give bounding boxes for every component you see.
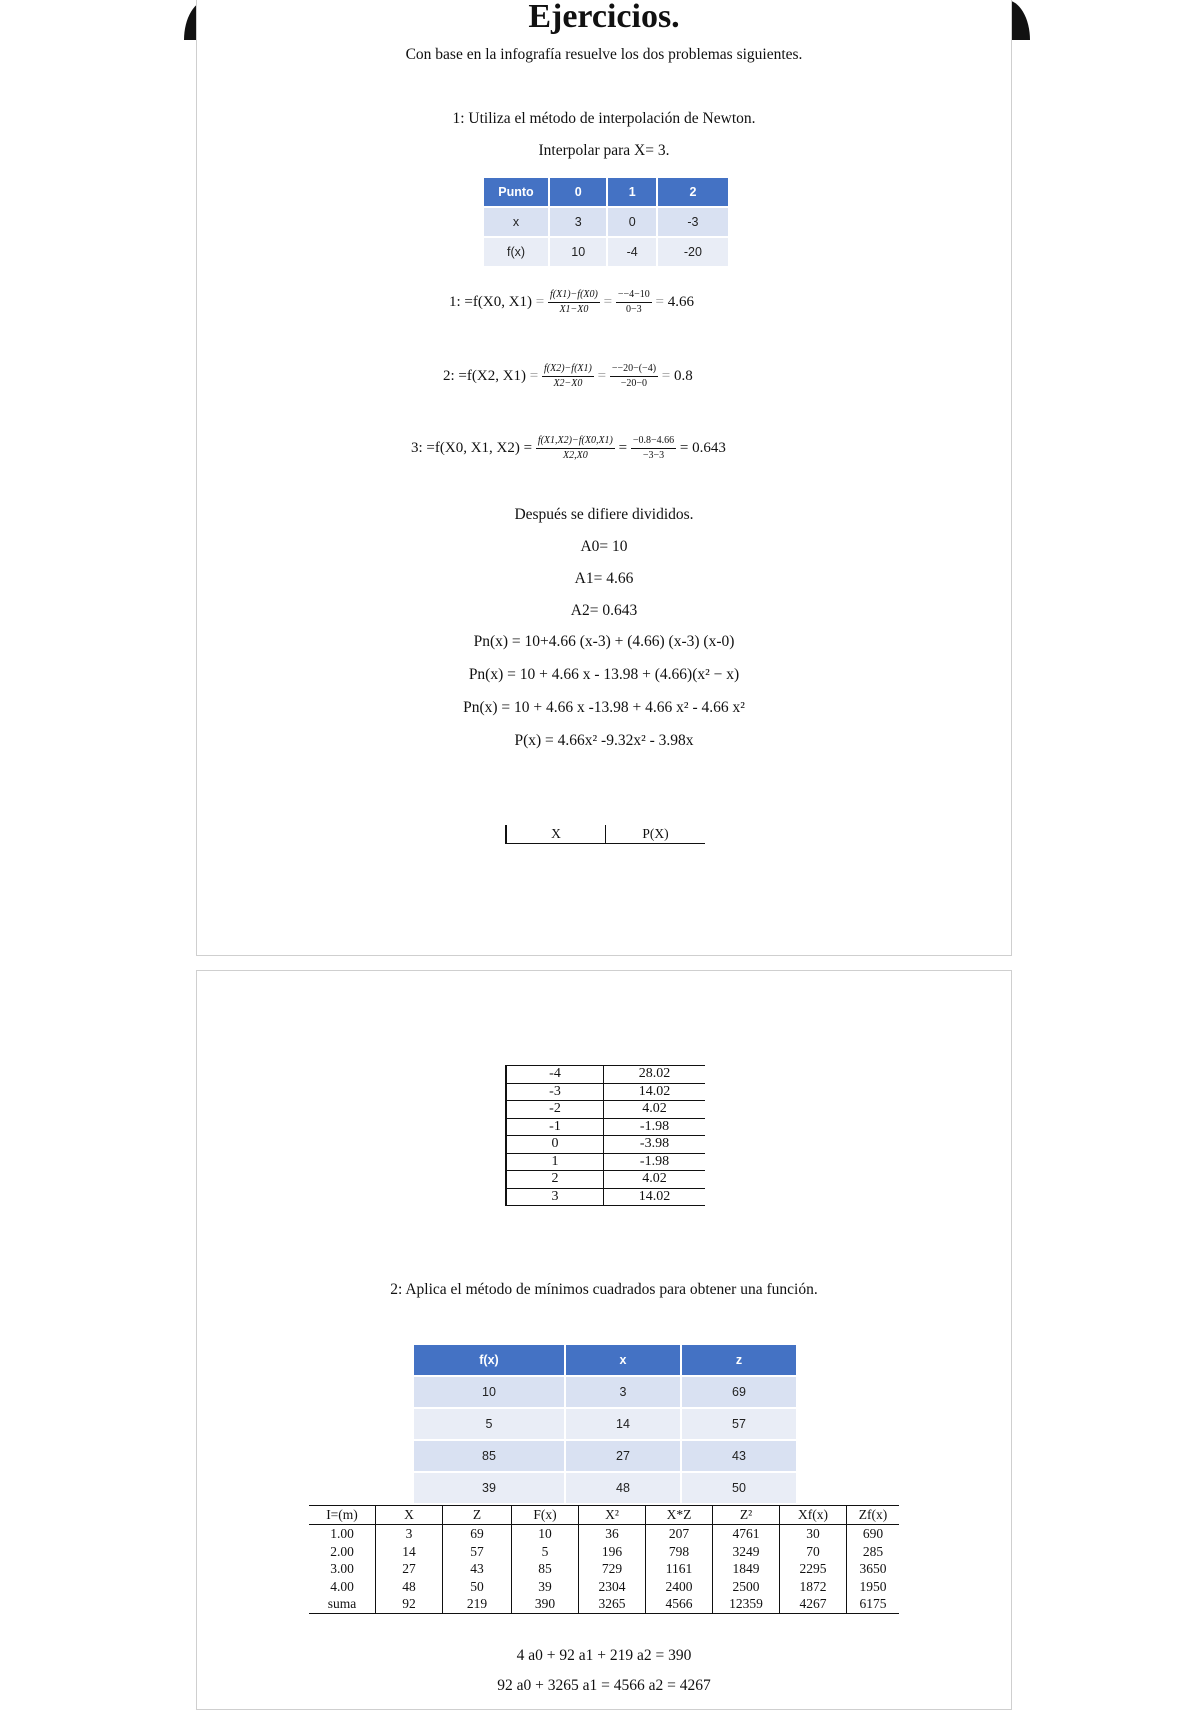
table-cell: 1161 bbox=[646, 1560, 713, 1578]
table-header-x: X bbox=[506, 825, 606, 844]
table-cell: -4 bbox=[607, 237, 656, 267]
coefficient-a0: A0= 10 bbox=[580, 538, 628, 555]
table-header: Punto bbox=[483, 177, 549, 207]
coefficient-a1: A1= 4.66 bbox=[574, 570, 634, 587]
table-cell: 3249 bbox=[713, 1543, 780, 1561]
table-cell: 69 bbox=[681, 1376, 797, 1408]
table-cell: 50 bbox=[681, 1472, 797, 1504]
polynomial-line-3: Pn(x) = 10 + 4.66 x -13.98 + 4.66 x² - 4.66 x² bbox=[463, 699, 745, 716]
equation-fraction-values: $\frac{-0.8-4.66}{-3-3}$ bbox=[632, 435, 675, 461]
table-cell: 12359 bbox=[713, 1595, 780, 1613]
table-cell: 219 bbox=[443, 1595, 512, 1613]
table-cell: 690 bbox=[847, 1525, 900, 1543]
table-cell: 36 bbox=[579, 1525, 646, 1543]
table-cell: -1.98 bbox=[604, 1153, 706, 1171]
table-cell: -1.98 bbox=[604, 1118, 706, 1136]
table-row bbox=[309, 1525, 899, 1543]
table-row bbox=[413, 1440, 797, 1472]
table-cell: 3 bbox=[376, 1525, 443, 1543]
table-header-row bbox=[506, 825, 705, 844]
table-cell: 285 bbox=[847, 1543, 900, 1561]
equation-system-1: 4 a0 + 92 a1 + 219 a2 = 390 bbox=[516, 1647, 692, 1664]
table-cell: 57 bbox=[443, 1543, 512, 1561]
table-cell: 14.02 bbox=[604, 1083, 706, 1101]
table-cell: 3 bbox=[549, 207, 607, 237]
table-cell: 798 bbox=[646, 1543, 713, 1561]
table-header: I=(m) bbox=[309, 1506, 376, 1525]
equation-label: 1: =f(X0, X1) bbox=[449, 293, 533, 310]
table-cell: 39 bbox=[413, 1472, 565, 1504]
table-header-row bbox=[483, 177, 729, 207]
xp-table-header bbox=[505, 825, 705, 844]
equation-result: = 0.643 bbox=[679, 439, 726, 456]
intro-text: Con base en la infografía resuelve los dos problemas siguientes. bbox=[405, 46, 803, 63]
table-cell: -1 bbox=[506, 1118, 604, 1136]
table-cell: -3 bbox=[657, 207, 729, 237]
table-cell: 1849 bbox=[713, 1560, 780, 1578]
polynomial-line-1: Pn(x) = 10+4.66 (x-3) + (4.66) (x-3) (x-0) bbox=[473, 633, 735, 650]
table-cell: 4761 bbox=[713, 1525, 780, 1543]
table-cell: 43 bbox=[443, 1560, 512, 1578]
table-cell: 85 bbox=[512, 1560, 579, 1578]
equation-fraction: $\frac{f(X1)-f(X0)}{X1-X0}$ bbox=[550, 289, 598, 315]
table-cell: 1.00 bbox=[330, 1526, 354, 1541]
table-cell: 6175 bbox=[847, 1595, 900, 1613]
polynomial-line-2: Pn(x) = 10 + 4.66 x - 13.98 + (4.66)(x² − x) bbox=[468, 666, 740, 683]
table-row bbox=[506, 1136, 705, 1154]
table-row bbox=[483, 207, 729, 237]
table-cell: 3 bbox=[506, 1188, 604, 1206]
equation-result: 0.8 bbox=[674, 367, 693, 384]
table-cell: 2.00 bbox=[330, 1543, 354, 1559]
table-cell: 3 bbox=[565, 1376, 681, 1408]
table-header-px: P(X) bbox=[606, 825, 706, 844]
divided-intro: Después se difiere divididos. bbox=[514, 506, 694, 523]
document-page-2 bbox=[196, 970, 1012, 1710]
table-cell: 27 bbox=[376, 1560, 443, 1578]
table-cell: 4.00 bbox=[330, 1578, 354, 1594]
table-row bbox=[413, 1376, 797, 1408]
table-header: 1 bbox=[607, 177, 656, 207]
problem1-heading: 1: Utiliza el método de interpolación de Newton. bbox=[452, 110, 756, 127]
table-row bbox=[506, 1153, 705, 1171]
table-cell: 1872 bbox=[780, 1578, 847, 1596]
table-cell: -3 bbox=[506, 1083, 604, 1101]
table-header-row bbox=[309, 1506, 899, 1525]
equation-2: 2: =f(X2, X1) = $\frac{f(X2)-f(X1)}{X2-X0}$ = $\frac{--20-(-4)}{-20-0}$ = 0.8 bbox=[443, 363, 693, 389]
table-cell: 69 bbox=[443, 1525, 512, 1543]
equation-fraction: $\frac{f(X2)-f(X1)}{X2-X0}$ bbox=[544, 363, 592, 389]
table-cell: 196 bbox=[579, 1543, 646, 1561]
polynomial-result: P(x) = 4.66x² -9.32x² - 3.98x bbox=[514, 732, 694, 749]
table-row bbox=[483, 237, 729, 267]
table-cell: 390 bbox=[512, 1595, 579, 1613]
table-cell: 48 bbox=[376, 1578, 443, 1596]
table-cell: x bbox=[483, 207, 549, 237]
table-cell: 50 bbox=[443, 1578, 512, 1596]
least-squares-work-table bbox=[309, 1505, 899, 1614]
table-header: X*Z bbox=[646, 1506, 713, 1525]
table-cell: 2400 bbox=[646, 1578, 713, 1596]
table-cell: 39 bbox=[512, 1578, 579, 1596]
table-cell: 2500 bbox=[713, 1578, 780, 1596]
table-cell: 207 bbox=[646, 1525, 713, 1543]
table-header: Z² bbox=[713, 1506, 780, 1525]
equation-fraction-values: $\frac{--20-(-4)}{-20-0}$ bbox=[611, 363, 657, 389]
equation-label: 2: =f(X2, X1) bbox=[443, 367, 527, 384]
table-cell: 10 bbox=[413, 1376, 565, 1408]
table-header: x bbox=[565, 1344, 681, 1376]
table-row bbox=[506, 1188, 705, 1206]
table-cell: 729 bbox=[579, 1560, 646, 1578]
table-cell: 92 bbox=[376, 1595, 443, 1613]
table-cell: 2295 bbox=[780, 1560, 847, 1578]
table-cell: 10 bbox=[549, 237, 607, 267]
table-cell: 5 bbox=[413, 1408, 565, 1440]
table-cell: -20 bbox=[657, 237, 729, 267]
page-title: Ejercicios. bbox=[528, 0, 680, 35]
xp-values-table bbox=[505, 1065, 705, 1206]
equation-fraction: $\frac{f(X1,X2)-f(X0,X1)}{X2,X0}$ bbox=[537, 435, 613, 461]
table-cell: 70 bbox=[780, 1543, 847, 1561]
table-cell: 1950 bbox=[847, 1578, 900, 1596]
table-cell: 85 bbox=[413, 1440, 565, 1472]
table-header: f(x) bbox=[413, 1344, 565, 1376]
table-cell: 27 bbox=[565, 1440, 681, 1472]
table-row bbox=[506, 1171, 705, 1189]
document-page-1 bbox=[196, 0, 1012, 956]
table-header: Z bbox=[443, 1506, 512, 1525]
table-cell: 3650 bbox=[847, 1560, 900, 1578]
table-cell: 3265 bbox=[579, 1595, 646, 1613]
equation-result: 4.66 bbox=[667, 293, 694, 310]
table-cell: 3.00 bbox=[330, 1561, 354, 1576]
problem2-heading: 2: Aplica el método de mínimos cuadrados para obtener una función. bbox=[390, 1281, 818, 1298]
table-header: F(x) bbox=[512, 1506, 579, 1525]
table-cell: 4267 bbox=[780, 1595, 847, 1613]
table-header-row bbox=[413, 1344, 797, 1376]
table-row bbox=[309, 1543, 899, 1561]
table-cell: 43 bbox=[681, 1440, 797, 1472]
table-header: X² bbox=[579, 1506, 646, 1525]
table-header: z bbox=[681, 1344, 797, 1376]
table-header: 2 bbox=[657, 177, 729, 207]
equation-system-2: 92 a0 + 3265 a1 = 4566 a2 = 4267 bbox=[497, 1677, 711, 1694]
table-cell: -4 bbox=[506, 1066, 604, 1084]
newton-points-table bbox=[482, 176, 730, 268]
table-cell: 57 bbox=[681, 1408, 797, 1440]
least-squares-data-table bbox=[412, 1343, 798, 1505]
table-row bbox=[413, 1408, 797, 1440]
table-cell: 28.02 bbox=[604, 1066, 706, 1084]
table-cell: 10 bbox=[512, 1525, 579, 1543]
equation-1: 1: =f(X0, X1) = $\frac{f(X1)-f(X0)}{X1-X0}$ = $\frac{--4-10}{0-3}$ = 4.66 bbox=[449, 289, 694, 315]
table-cell: 5 bbox=[512, 1543, 579, 1561]
table-row bbox=[413, 1472, 797, 1504]
table-cell: 14 bbox=[376, 1543, 443, 1561]
table-row bbox=[309, 1560, 899, 1578]
table-cell: 4.02 bbox=[604, 1171, 706, 1189]
table-cell: -3.98 bbox=[604, 1136, 706, 1154]
table-cell: 30 bbox=[780, 1525, 847, 1543]
table-row bbox=[506, 1083, 705, 1101]
table-header: Xf(x) bbox=[780, 1506, 847, 1525]
table-cell: 2 bbox=[506, 1171, 604, 1189]
table-cell: 2304 bbox=[579, 1578, 646, 1596]
table-row bbox=[506, 1118, 705, 1136]
table-cell: 14 bbox=[565, 1408, 681, 1440]
table-cell: -2 bbox=[506, 1101, 604, 1119]
table-row-sum bbox=[309, 1595, 899, 1613]
table-header: Zf(x) bbox=[847, 1506, 900, 1525]
equation-fraction-values: $\frac{--4-10}{0-3}$ bbox=[617, 289, 650, 315]
table-row bbox=[506, 1066, 705, 1084]
table-cell: 0 bbox=[607, 207, 656, 237]
equation-3: 3: =f(X0, X1, X2) = $\frac{f(X1,X2)-f(X0,X1)}{X2,X0}$ = $\frac{-0.8-4.66}{-3-3}$ = 0.643 bbox=[411, 435, 726, 461]
table-row bbox=[309, 1578, 899, 1596]
table-header: X bbox=[376, 1506, 443, 1525]
table-cell: 14.02 bbox=[604, 1188, 706, 1206]
table-cell: suma bbox=[309, 1595, 376, 1613]
problem1-subheading: Interpolar para X= 3. bbox=[538, 142, 670, 159]
table-header: 0 bbox=[549, 177, 607, 207]
table-cell: 4.02 bbox=[604, 1101, 706, 1119]
table-cell: 48 bbox=[565, 1472, 681, 1504]
coefficient-a2: A2= 0.643 bbox=[570, 602, 638, 619]
table-cell: 1 bbox=[506, 1153, 604, 1171]
table-cell: 0 bbox=[506, 1136, 604, 1154]
table-cell: f(x) bbox=[483, 237, 549, 267]
equation-label: 3: =f(X0, X1, X2) = bbox=[411, 439, 533, 456]
table-cell: 4566 bbox=[646, 1595, 713, 1613]
table-row bbox=[506, 1101, 705, 1119]
